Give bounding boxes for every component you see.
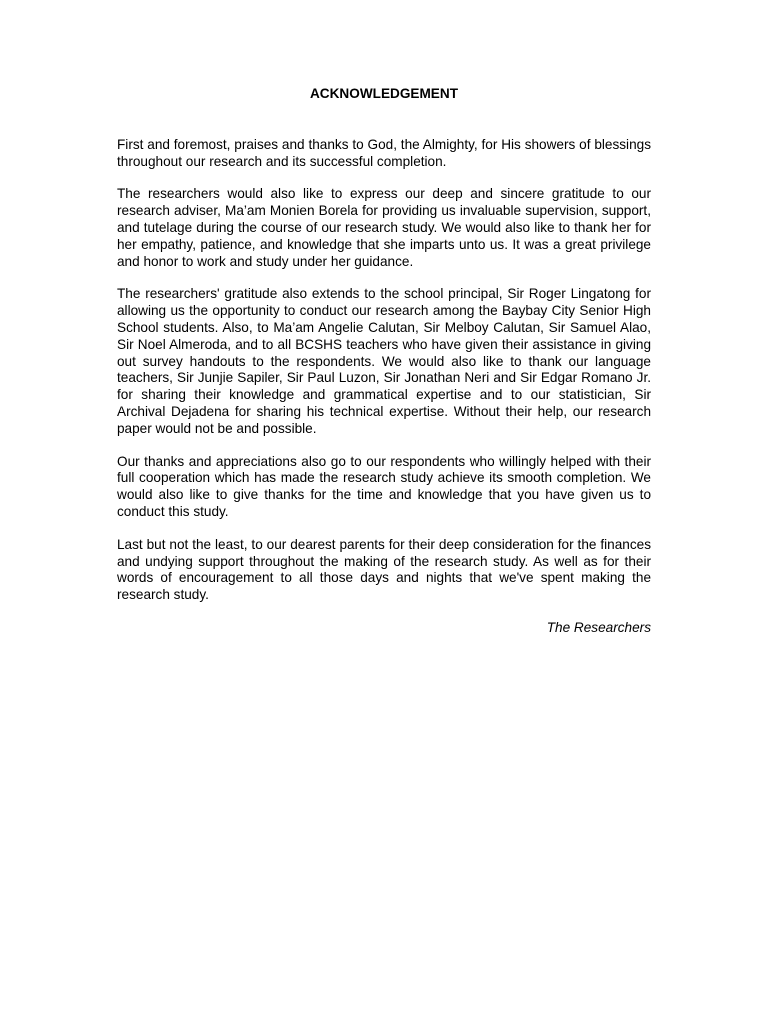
document-body bbox=[117, 86, 651, 637]
paragraph-god: First and foremost, praises and thanks to God, the Almighty, for His showers of blessings throughout our research and its successful completion. bbox=[117, 136, 651, 169]
paragraph-adviser: The researchers would also like to express our deep and sincere gratitude to our research adviser, Ma’am Monien Borela for providing us invaluable supervision, support, and tutelage during the course of our research study. We would also like to thank her for her empathy, patience, and knowledge that she imparts unto us. It was a great privilege and honor to work and study under her guidance. bbox=[117, 186, 651, 269]
document-title: ACKNOWLEDGEMENT bbox=[309, 86, 458, 101]
signature-line: The Researchers bbox=[546, 619, 651, 635]
paragraph-respondents: Our thanks and appreciations also go to our respondents who willingly helped with their full cooperation which has made the research study achieve its smooth completion. We would also like to give thanks for the time and knowledge that you have given us to conduct this study. bbox=[117, 453, 651, 519]
paragraph-parents: Last but not the least, to our dearest parents for their deep consideration for the finances and undying support throughout the making of the research study. As well as for their words of encouragement to all those days and nights that we've spent making the research study. bbox=[117, 536, 651, 603]
paragraph-principal-teachers: The researchers' gratitude also extends to the school principal, Sir Roger Lingatong for allowing us the opportunity to conduct our research among the Baybay City Senior High School students. Also, to Ma’am Angelie Calutan, Sir Melboy Calutan, Sir Samuel Alao, Sir Noel Almeroda, and to all BCSHS teachers who have given their assistance in giving out survey handouts to the respondents. We would also like to thank our language teachers, Sir Junjie Sapiler, Sir Paul Luzon, Sir Jonathan Neri and Sir Edgar Romano Jr. for sharing their knowledge and grammatical expertise and to our statistician, Sir Archival Dejadena for sharing his technical expertise. Without their help, our research paper would not be and possible. bbox=[117, 286, 651, 436]
